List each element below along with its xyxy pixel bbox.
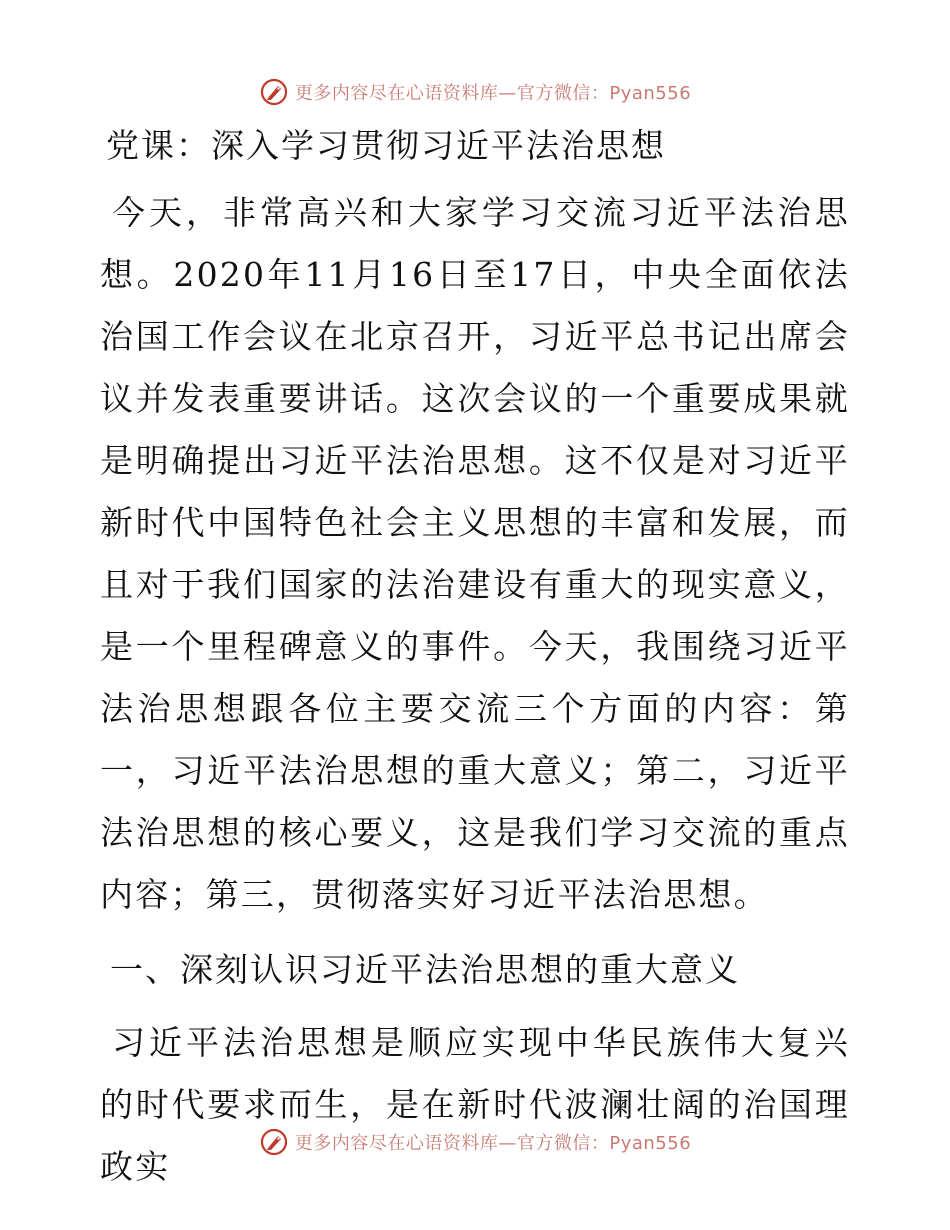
intro-paragraph: 今天，非常高兴和大家学习交流习近平法治思想。2020年11月16日至17日，中央全面依法治国工作会议在北京召开，习近平总书记出席会议并发表重要讲话。这次会议的一个重要成果就是明确提出习近平法治思想。这不仅是对习近平新时代中国特色社会主义思想的丰富和发展，而且对于我们国家的法治建设有重大的现实意义，是一个里程碑意义的事件。今天，我围绕习近平法治思想跟各位主要交流三个方面的内容：第一，习近平法治思想的重大意义；第二，习近平法治思想的核心要义，这是我们学习交流的重点内容；第三，贯彻落实好习近平法治思想。 (100, 193, 850, 914)
section-1-paragraph: 习近平法治思想是顺应实现中华民族伟大复兴的时代要求而生，是在新时代波澜壮阔的治国理政实 (100, 1023, 850, 1186)
header-banner (0, 72, 950, 112)
footer-banner-text: 更多内容尽在心语资料库—官方微信：Pyan556 (294, 1133, 692, 1154)
document-body (100, 122, 850, 1198)
document-title: 党课：深入学习贯彻习近平法治思想 (106, 126, 666, 165)
footer-banner (0, 1122, 950, 1162)
section-1-heading: 一、深刻认识习近平法治思想的重大意义 (110, 950, 740, 989)
pen-nib-logo-icon (259, 1127, 289, 1157)
header-banner-text: 更多内容尽在心语资料库—官方微信：Pyan556 (294, 83, 692, 104)
pen-nib-logo-icon (259, 77, 289, 107)
